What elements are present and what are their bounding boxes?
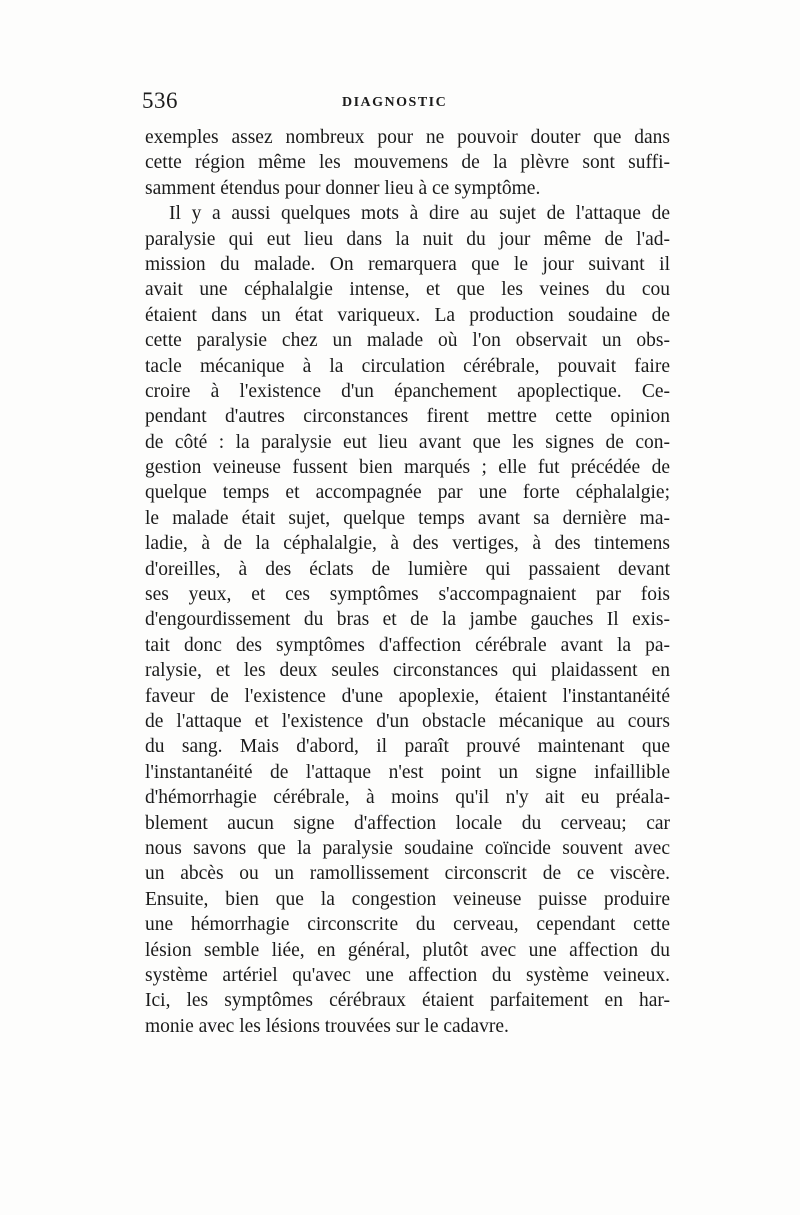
page-number: 536 xyxy=(142,88,178,113)
text-line: Ensuite, bien que la congestion veineuse puisse produire xyxy=(145,888,670,910)
body-text xyxy=(145,125,670,1039)
text-line: ladie, à de la céphalalgie, à des vertiges, à des tintemens xyxy=(145,533,670,555)
text-line: tait donc des symptômes d'affection cérébrale avant la pa- xyxy=(145,634,670,656)
text-line: de l'attaque et l'existence d'un obstacle mécanique au cours xyxy=(145,710,670,732)
text-line: le malade était sujet, quelque temps avant sa dernière ma- xyxy=(145,507,670,529)
text-line: quelque temps et accompagnée par une forte céphalalgie; xyxy=(145,482,670,504)
text-line: de côté : la paralysie eut lieu avant que les signes de con- xyxy=(145,431,670,453)
text-line: gestion veineuse fussent bien marqués ; elle fut précédée de xyxy=(145,457,670,479)
text-line: Il y a aussi quelques mots à dire au sujet de l'attaque de xyxy=(169,203,670,225)
text-line: monie avec les lésions trouvées sur le cadavre. xyxy=(145,1015,509,1037)
text-line: l'instantanéité de l'attaque n'est point un signe infaillible xyxy=(145,761,670,783)
running-head: DIAGNOSTIC xyxy=(342,95,448,110)
text-line: cette paralysie chez un malade où l'on observait un obs- xyxy=(145,330,670,352)
text-line: nous savons que la paralysie soudaine coïncide souvent avec xyxy=(145,837,670,859)
text-line: une hémorrhagie circonscrite du cerveau, cependant cette xyxy=(145,914,670,936)
text-line: d'oreilles, à des éclats de lumière qui passaient devant xyxy=(145,558,670,580)
text-line: avait une céphalalgie intense, et que les veines du cou xyxy=(145,279,670,301)
text-line: croire à l'existence d'un épanchement apoplectique. Ce- xyxy=(145,380,670,402)
text-line: Ici, les symptômes cérébraux étaient parfaitement en har- xyxy=(145,990,670,1012)
text-line: d'engourdissement du bras et de la jambe gauches Il exis- xyxy=(145,609,670,631)
text-line: tacle mécanique à la circulation cérébrale, pouvait faire xyxy=(145,355,670,377)
text-line: ralysie, et les deux seules circonstances qui plaidassent en xyxy=(145,660,670,682)
text-line: d'hémorrhagie cérébrale, à moins qu'il n'y ait eu préala- xyxy=(145,787,670,809)
page-header xyxy=(142,88,672,118)
text-line: étaient dans un état variqueux. La production soudaine de xyxy=(145,304,670,326)
text-line: exemples assez nombreux pour ne pouvoir douter que dans xyxy=(145,127,670,148)
text-line: du sang. Mais d'abord, il paraît prouvé maintenant que xyxy=(145,736,670,758)
text-line: mission du malade. On remarquera que le jour suivant il xyxy=(145,253,670,275)
text-line: samment étendus pour donner lieu à ce symptôme. xyxy=(145,177,541,199)
text-line: système artériel qu'avec une affection du système veineux. xyxy=(145,964,670,986)
text-line: blement aucun signe d'affection locale du cerveau; car xyxy=(145,812,670,834)
text-line: cette région même les mouvemens de la plèvre sont suffi- xyxy=(145,152,670,174)
text-line: un abcès ou un ramollissement circonscrit de ce viscère. xyxy=(145,863,670,885)
text-line: paralysie qui eut lieu dans la nuit du jour même de l'ad- xyxy=(145,228,670,250)
text-line: pendant d'autres circonstances firent mettre cette opinion xyxy=(145,406,670,428)
text-line: faveur de l'existence d'une apoplexie, étaient l'instantanéité xyxy=(145,685,670,707)
text-line: lésion semble liée, en général, plutôt avec une affection du xyxy=(145,939,670,961)
text-line: ses yeux, et ces symptômes s'accompagnaient par fois xyxy=(145,584,670,606)
